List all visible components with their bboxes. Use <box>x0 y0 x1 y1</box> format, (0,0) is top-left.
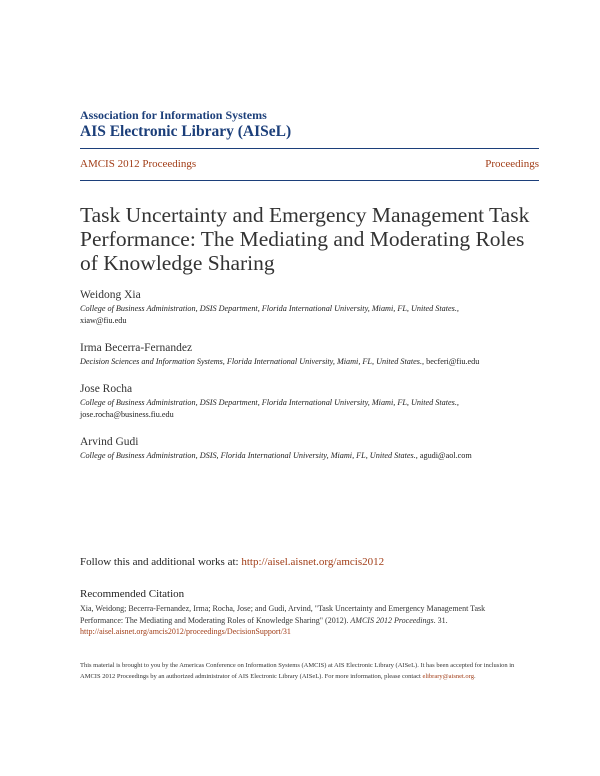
follow-text: Follow this and additional works at: <box>80 556 239 568</box>
author-affiliation-text: College of Business Administration, DSIS, Florida International University, Miami, FL, United States., <box>80 451 418 460</box>
author-email: becferi@fiu.edu <box>426 357 480 366</box>
author-list <box>80 288 540 476</box>
footer-text: This material is brought to you by the Americas Conference on Information Systems (AMCIS) at AIS Electronic Library (AISeL). It has been accepted for inclusion in AMCIS 2012 Proceedings by an authorized administrator of AIS Electronic Library (AISeL). For more information, please contact <box>80 662 515 680</box>
author-affiliation: College of Business Administration, DSIS Department, Florida International University, Miami, FL, United States., <box>80 304 459 313</box>
author-entry <box>80 288 540 327</box>
repository-name[interactable]: AIS Electronic Library (AISeL) <box>80 123 292 140</box>
recommended-citation-heading: Recommended Citation <box>80 588 185 600</box>
breadcrumb-proceedings-2012-link[interactable]: AMCIS 2012 Proceedings <box>80 158 197 170</box>
author-affiliation <box>80 450 540 462</box>
author-name: Arvind Gudi <box>80 436 139 448</box>
follow-link[interactable]: http://aisel.aisnet.org/amcis2012 <box>241 556 385 568</box>
author-name: Weidong Xia <box>80 289 141 301</box>
breadcrumb-proceedings-link[interactable]: Proceedings <box>485 158 539 170</box>
breadcrumb <box>80 148 539 181</box>
paper-title: Task Uncertainty and Emergency Management Task Performance: The Mediating and Moderating Roles of Knowledge Sharing <box>80 203 530 275</box>
citation-text: Xia, Weidong; Becerra-Fernandez, Irma; Rocha, Jose; and Gudi, Arvind, "Task Uncertainty and Emergency Management Task Performance: The Mediating and Moderating Roles of Knowledge Sharing" (2012). <box>80 604 486 625</box>
recommended-citation <box>80 603 525 638</box>
author-name: Irma Becerra-Fernandez <box>80 342 193 354</box>
author-affiliation: College of Business Administration, DSIS Department, Florida International University, Miami, FL, United States., <box>80 398 459 407</box>
footer-email-link[interactable]: elibrary@aisnet.org <box>422 673 474 680</box>
author-entry <box>80 382 540 421</box>
footer-end: . <box>473 673 476 680</box>
author-email: jose.rocha@business.fiu.edu <box>80 410 174 419</box>
author-email: agudi@aol.com <box>419 451 472 460</box>
author-affiliation-text: Decision Sciences and Information Systems, Florida International University, Miami, FL, United States., <box>80 357 425 366</box>
citation-venue: AMCIS 2012 Proceedings <box>350 615 434 625</box>
footer-notice <box>80 660 525 682</box>
repository-header <box>80 108 291 142</box>
author-name: Jose Rocha <box>80 383 133 395</box>
citation-link[interactable]: http://aisel.aisnet.org/amcis2012/proceedings/DecisionSupport/31 <box>80 627 291 636</box>
author-entry <box>80 435 540 462</box>
author-email: xiaw@fiu.edu <box>80 316 127 325</box>
citation-number: . 31. <box>433 615 448 625</box>
follow-line <box>80 556 384 568</box>
author-affiliation <box>80 356 540 368</box>
repository-org[interactable]: Association for Information Systems <box>80 108 267 122</box>
author-entry <box>80 341 540 368</box>
